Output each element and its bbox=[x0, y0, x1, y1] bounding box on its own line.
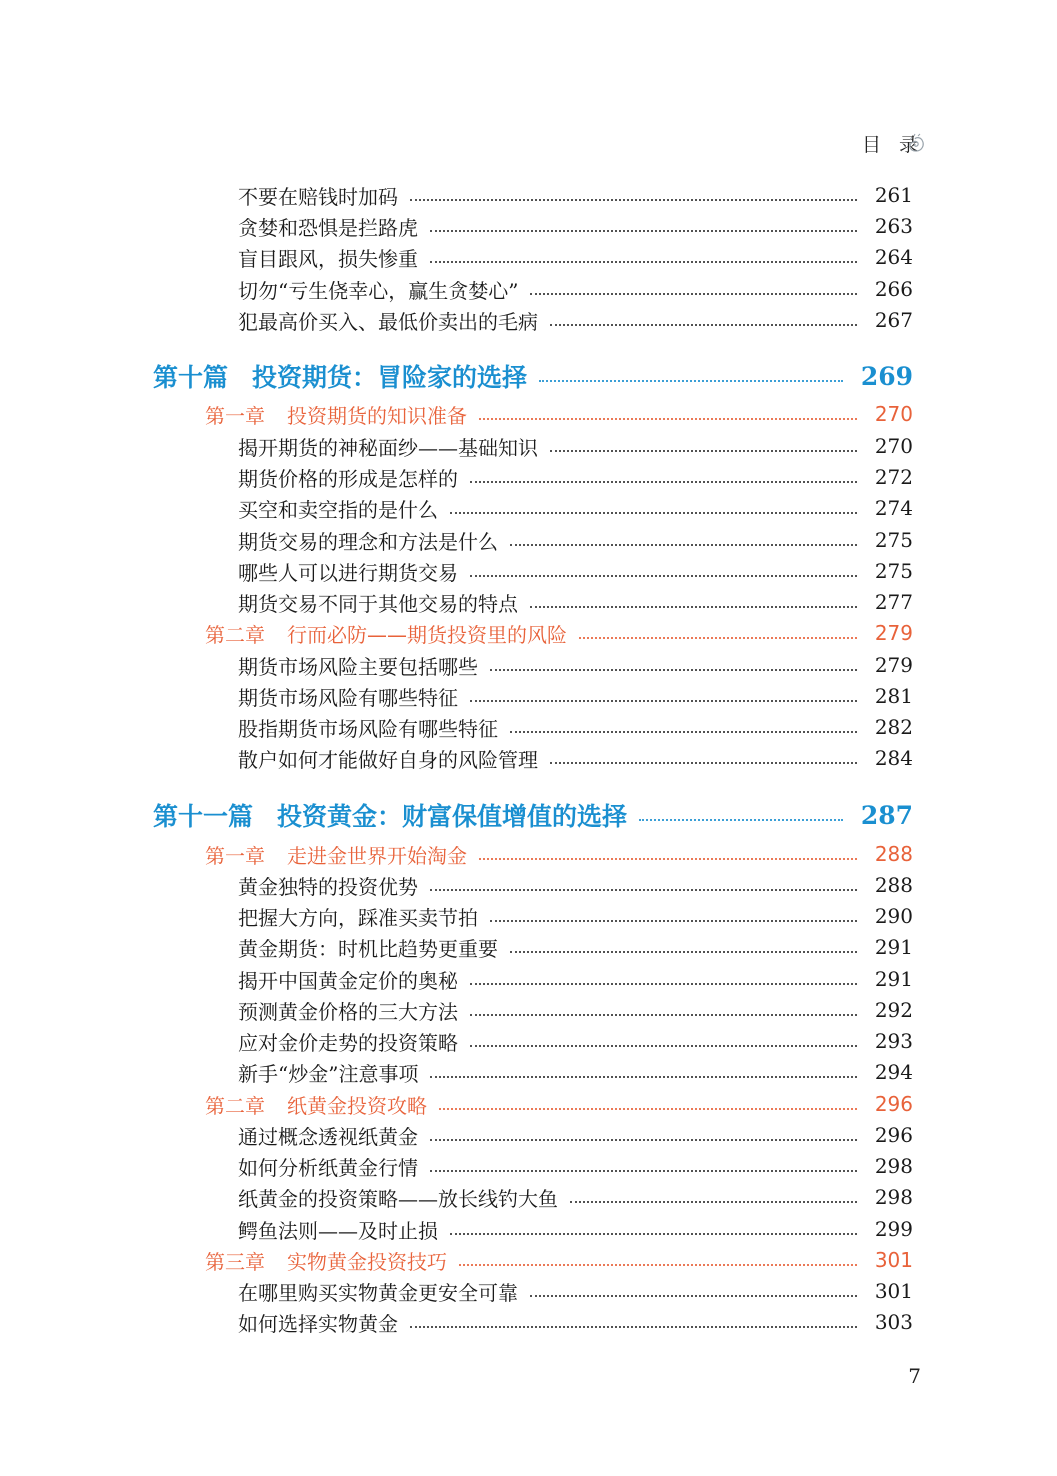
toc-chapter-text: 实物黄金投资技巧 bbox=[287, 1249, 447, 1274]
dot-leader bbox=[539, 380, 843, 382]
toc-page-number: 288 bbox=[874, 842, 913, 866]
toc-page-number: 296 bbox=[874, 1092, 913, 1116]
toc-part-text: 投资期货：冒险家的选择 bbox=[252, 363, 528, 392]
toc-chapter-label: 第一章 bbox=[205, 403, 265, 428]
toc-entry-text: 期货交易的理念和方法是什么 bbox=[238, 529, 498, 554]
toc-entry-text: 预测黄金价格的三大方法 bbox=[238, 999, 458, 1024]
toc-entry-title bbox=[238, 306, 550, 335]
toc-entry-text: 黄金期货：时机比趋势更重要 bbox=[238, 936, 498, 961]
dot-leader bbox=[430, 889, 857, 891]
dot-leader bbox=[479, 858, 857, 860]
toc-entry-row[interactable] bbox=[238, 1307, 913, 1337]
dot-leader bbox=[470, 983, 857, 985]
toc-page-number: 303 bbox=[874, 1310, 913, 1334]
toc-page-number: 274 bbox=[874, 496, 913, 520]
toc-entry-text: 如何分析纸黄金行情 bbox=[238, 1155, 418, 1180]
toc-page-number: 266 bbox=[874, 277, 913, 301]
dot-leader bbox=[430, 1139, 857, 1141]
dot-leader bbox=[470, 1014, 857, 1016]
toc-page-number: 292 bbox=[874, 998, 913, 1022]
toc-entry-row[interactable] bbox=[238, 681, 913, 711]
dot-leader bbox=[470, 481, 857, 483]
toc-entry-row[interactable] bbox=[238, 712, 913, 742]
dot-leader bbox=[490, 920, 857, 922]
toc-chapter-label: 第二章 bbox=[205, 622, 265, 647]
toc-entry-row[interactable] bbox=[238, 587, 913, 617]
toc-page-number: 275 bbox=[874, 559, 913, 583]
toc-entry-title bbox=[238, 996, 470, 1025]
toc-page-number: 281 bbox=[874, 684, 913, 708]
dot-leader bbox=[459, 1264, 857, 1266]
toc-page-number: 287 bbox=[860, 800, 913, 830]
toc-page-number: 293 bbox=[874, 1029, 913, 1053]
dot-leader bbox=[470, 575, 857, 577]
toc-entry-title bbox=[238, 1058, 430, 1087]
toc-entry-text: 盲目跟风，损失惨重 bbox=[238, 246, 418, 271]
toc-entry-row[interactable] bbox=[238, 995, 913, 1025]
dot-leader bbox=[530, 606, 857, 608]
toc-entry-title bbox=[238, 1027, 470, 1056]
toc-page-number: 269 bbox=[860, 361, 913, 391]
toc-entry-title bbox=[238, 965, 470, 994]
dot-leader bbox=[510, 951, 857, 953]
toc-chapter-label: 第二章 bbox=[205, 1093, 265, 1118]
dot-leader bbox=[579, 637, 857, 639]
toc-entry-row[interactable] bbox=[238, 493, 913, 523]
toc-entry-row[interactable] bbox=[238, 1026, 913, 1056]
swirl-ornament-icon bbox=[905, 132, 927, 154]
toc-entry-text: 通过概念透视纸黄金 bbox=[238, 1124, 418, 1149]
toc-page-number: 277 bbox=[874, 590, 913, 614]
toc-page-number: 301 bbox=[874, 1279, 913, 1303]
toc-entry-text: 期货交易不同于其他交易的特点 bbox=[238, 591, 518, 616]
toc-entry-row[interactable] bbox=[238, 901, 913, 931]
toc-page-number: 272 bbox=[874, 465, 913, 489]
toc-page-number: 288 bbox=[874, 873, 913, 897]
toc-entry-text: 股指期货市场风险有哪些特征 bbox=[238, 716, 498, 741]
toc-entry-row[interactable] bbox=[238, 180, 913, 210]
toc-chapter-label: 第一章 bbox=[205, 843, 265, 868]
dot-leader bbox=[530, 293, 856, 295]
toc-entry-title bbox=[238, 243, 430, 272]
toc-entry-row[interactable] bbox=[238, 743, 913, 773]
toc-entry-title bbox=[238, 1183, 570, 1212]
toc-entry-row[interactable] bbox=[238, 274, 913, 304]
toc-entry-row[interactable] bbox=[238, 305, 913, 335]
toc-entry-title bbox=[238, 902, 490, 931]
toc-entry-title bbox=[238, 1121, 430, 1150]
toc-part-text: 投资黄金：财富保值增值的选择 bbox=[277, 802, 628, 831]
toc-entry-row[interactable] bbox=[238, 870, 913, 900]
toc-entry-title bbox=[238, 494, 450, 523]
dot-leader bbox=[470, 700, 857, 702]
toc-page-number: 275 bbox=[874, 528, 913, 552]
toc-page-number: 270 bbox=[874, 402, 913, 426]
toc-entry-row[interactable] bbox=[238, 556, 913, 586]
toc-entry-title bbox=[238, 463, 470, 492]
toc-part-title bbox=[153, 797, 639, 833]
toc-page-number: 264 bbox=[874, 245, 913, 269]
toc-page-number: 299 bbox=[874, 1217, 913, 1241]
toc-entry-text: 散户如何才能做好自身的风险管理 bbox=[238, 747, 538, 772]
dot-leader bbox=[430, 1170, 857, 1172]
toc-entry-row[interactable] bbox=[238, 211, 913, 241]
toc-entry-row[interactable] bbox=[238, 650, 913, 680]
toc-entry-text: 新手“炒金”注意事项 bbox=[238, 1061, 419, 1086]
toc-entry-row[interactable] bbox=[238, 1151, 913, 1181]
dot-leader bbox=[479, 418, 857, 420]
toc-entry-text: 在哪里购买实物黄金更安全可靠 bbox=[238, 1280, 518, 1305]
toc-entry-title bbox=[238, 275, 530, 304]
toc-chapter-text: 投资期货的知识准备 bbox=[287, 403, 467, 428]
toc-entry-text: 把握大方向，踩准买卖节拍 bbox=[238, 905, 478, 930]
toc-page-number: 282 bbox=[874, 715, 913, 739]
toc-entry-title bbox=[238, 526, 510, 555]
dot-leader bbox=[450, 512, 857, 514]
toc-chapter-row[interactable] bbox=[205, 618, 913, 648]
toc-entry-title bbox=[238, 432, 550, 461]
toc-chapter-text: 走进金世界开始淘金 bbox=[287, 843, 467, 868]
toc-entry-title bbox=[238, 1152, 430, 1181]
toc-chapter-row[interactable] bbox=[205, 1089, 913, 1119]
dot-leader bbox=[530, 1295, 857, 1297]
toc-entry-text: 期货市场风险有哪些特征 bbox=[238, 685, 458, 710]
toc-entry-text: 期货价格的形成是怎样的 bbox=[238, 466, 458, 491]
toc-entry-text: 期货市场风险主要包括哪些 bbox=[238, 654, 478, 679]
toc-entry-title bbox=[238, 557, 470, 586]
toc-chapter-row[interactable] bbox=[205, 839, 913, 869]
dot-leader bbox=[430, 230, 857, 232]
toc-chapter-text: 行而必防——期货投资里的风险 bbox=[287, 622, 567, 647]
toc-chapter-text: 纸黄金投资攻略 bbox=[287, 1093, 427, 1118]
dot-leader bbox=[550, 450, 857, 452]
toc-entry-text: 贪婪和恐惧是拦路虎 bbox=[238, 215, 418, 240]
toc-page-number: 267 bbox=[874, 308, 913, 332]
toc-entry-text: 揭开中国黄金定价的奥秘 bbox=[238, 968, 458, 993]
toc-entry-text: 纸黄金的投资策略——放长线钓大鱼 bbox=[238, 1186, 558, 1211]
toc-entry-text: 应对金价走势的投资策略 bbox=[238, 1030, 458, 1055]
toc-entry-title bbox=[238, 1215, 450, 1244]
toc-entry-title bbox=[238, 1308, 410, 1337]
toc-entry-row[interactable] bbox=[238, 431, 913, 461]
toc-entry-title bbox=[238, 588, 530, 617]
toc-chapter-label: 第三章 bbox=[205, 1249, 265, 1274]
toc-entry-text: 买空和卖空指的是什么 bbox=[238, 497, 438, 522]
toc-page-number: 290 bbox=[874, 904, 913, 928]
toc-chapter-title bbox=[205, 619, 579, 648]
toc-page-number: 291 bbox=[874, 935, 913, 959]
running-header: 目 录 bbox=[861, 134, 924, 156]
toc-part-title bbox=[153, 358, 539, 394]
toc-page-number: 279 bbox=[874, 621, 913, 645]
toc-entry-text: 黄金独特的投资优势 bbox=[238, 874, 418, 899]
toc-part-label: 第十篇 bbox=[153, 363, 229, 392]
dot-leader bbox=[550, 762, 857, 764]
toc-entry-title bbox=[238, 181, 410, 210]
dot-leader bbox=[550, 324, 857, 326]
toc-entry-title bbox=[238, 933, 510, 962]
toc-entry-row[interactable] bbox=[238, 1182, 913, 1212]
dot-leader bbox=[470, 1045, 857, 1047]
toc-part-row[interactable] bbox=[153, 797, 913, 833]
toc-entry-title bbox=[238, 744, 550, 773]
toc-entry-text: 哪些人可以进行期货交易 bbox=[238, 560, 458, 585]
toc-part-row[interactable] bbox=[153, 358, 913, 394]
toc-entry-title bbox=[238, 651, 490, 680]
dot-leader bbox=[439, 1108, 857, 1110]
toc-page-number: 270 bbox=[874, 434, 913, 458]
toc-entry-row[interactable] bbox=[238, 1276, 913, 1306]
toc-entry-row[interactable] bbox=[238, 525, 913, 555]
toc-entry-title bbox=[238, 682, 470, 711]
dot-leader bbox=[450, 1233, 857, 1235]
dot-leader bbox=[510, 544, 857, 546]
toc-page-number: 301 bbox=[874, 1248, 913, 1272]
toc-entry-text: 犯最高价买入、最低价卖出的毛病 bbox=[238, 309, 538, 334]
toc-entry-row[interactable] bbox=[238, 964, 913, 994]
toc-page-number: 294 bbox=[874, 1060, 913, 1084]
toc-page-number: 279 bbox=[874, 653, 913, 677]
toc-page-number: 291 bbox=[874, 967, 913, 991]
toc-entry-title bbox=[238, 713, 510, 742]
dot-leader bbox=[410, 199, 857, 201]
toc-page-number: 296 bbox=[874, 1123, 913, 1147]
toc-entry-text: 揭开期货的神秘面纱——基础知识 bbox=[238, 435, 538, 460]
toc-entry-row[interactable] bbox=[238, 1214, 913, 1244]
dot-leader bbox=[570, 1201, 857, 1203]
dot-leader bbox=[430, 261, 857, 263]
toc-chapter-row[interactable] bbox=[205, 1245, 913, 1275]
toc-chapter-title bbox=[205, 1090, 439, 1119]
dot-leader bbox=[410, 1326, 857, 1328]
toc-entry-title bbox=[238, 212, 430, 241]
toc-entry-text: 不要在赔钱时加码 bbox=[238, 184, 398, 209]
toc-page-number: 261 bbox=[874, 183, 913, 207]
toc-entry-title bbox=[238, 871, 430, 900]
toc-page-number: 298 bbox=[874, 1154, 913, 1178]
page-number: 7 bbox=[908, 1364, 921, 1388]
toc-entry-row[interactable] bbox=[238, 1120, 913, 1150]
toc-part-label: 第十一篇 bbox=[153, 802, 254, 831]
dot-leader bbox=[490, 669, 857, 671]
toc-entry-text: 鳄鱼法则——及时止损 bbox=[238, 1218, 438, 1243]
toc-entry-row[interactable] bbox=[238, 242, 913, 272]
toc-chapter-title bbox=[205, 1246, 459, 1275]
toc-page-number: 298 bbox=[874, 1185, 913, 1209]
toc-entry-row[interactable] bbox=[238, 1057, 913, 1087]
dot-leader bbox=[510, 731, 857, 733]
toc-chapter-row[interactable] bbox=[205, 399, 913, 429]
toc-entry-text: 如何选择实物黄金 bbox=[238, 1311, 398, 1336]
dot-leader bbox=[430, 1076, 856, 1078]
dot-leader bbox=[639, 819, 843, 821]
toc-entry-row[interactable] bbox=[238, 462, 913, 492]
toc-page-number: 263 bbox=[874, 214, 913, 238]
toc-chapter-title bbox=[205, 400, 479, 429]
toc-entry-row[interactable] bbox=[238, 932, 913, 962]
toc-entry-text: 切勿“亏生侥幸心，赢生贪婪心” bbox=[238, 278, 519, 303]
toc-entry-title bbox=[238, 1277, 530, 1306]
toc-page-number: 284 bbox=[874, 746, 913, 770]
toc-chapter-title bbox=[205, 840, 479, 869]
